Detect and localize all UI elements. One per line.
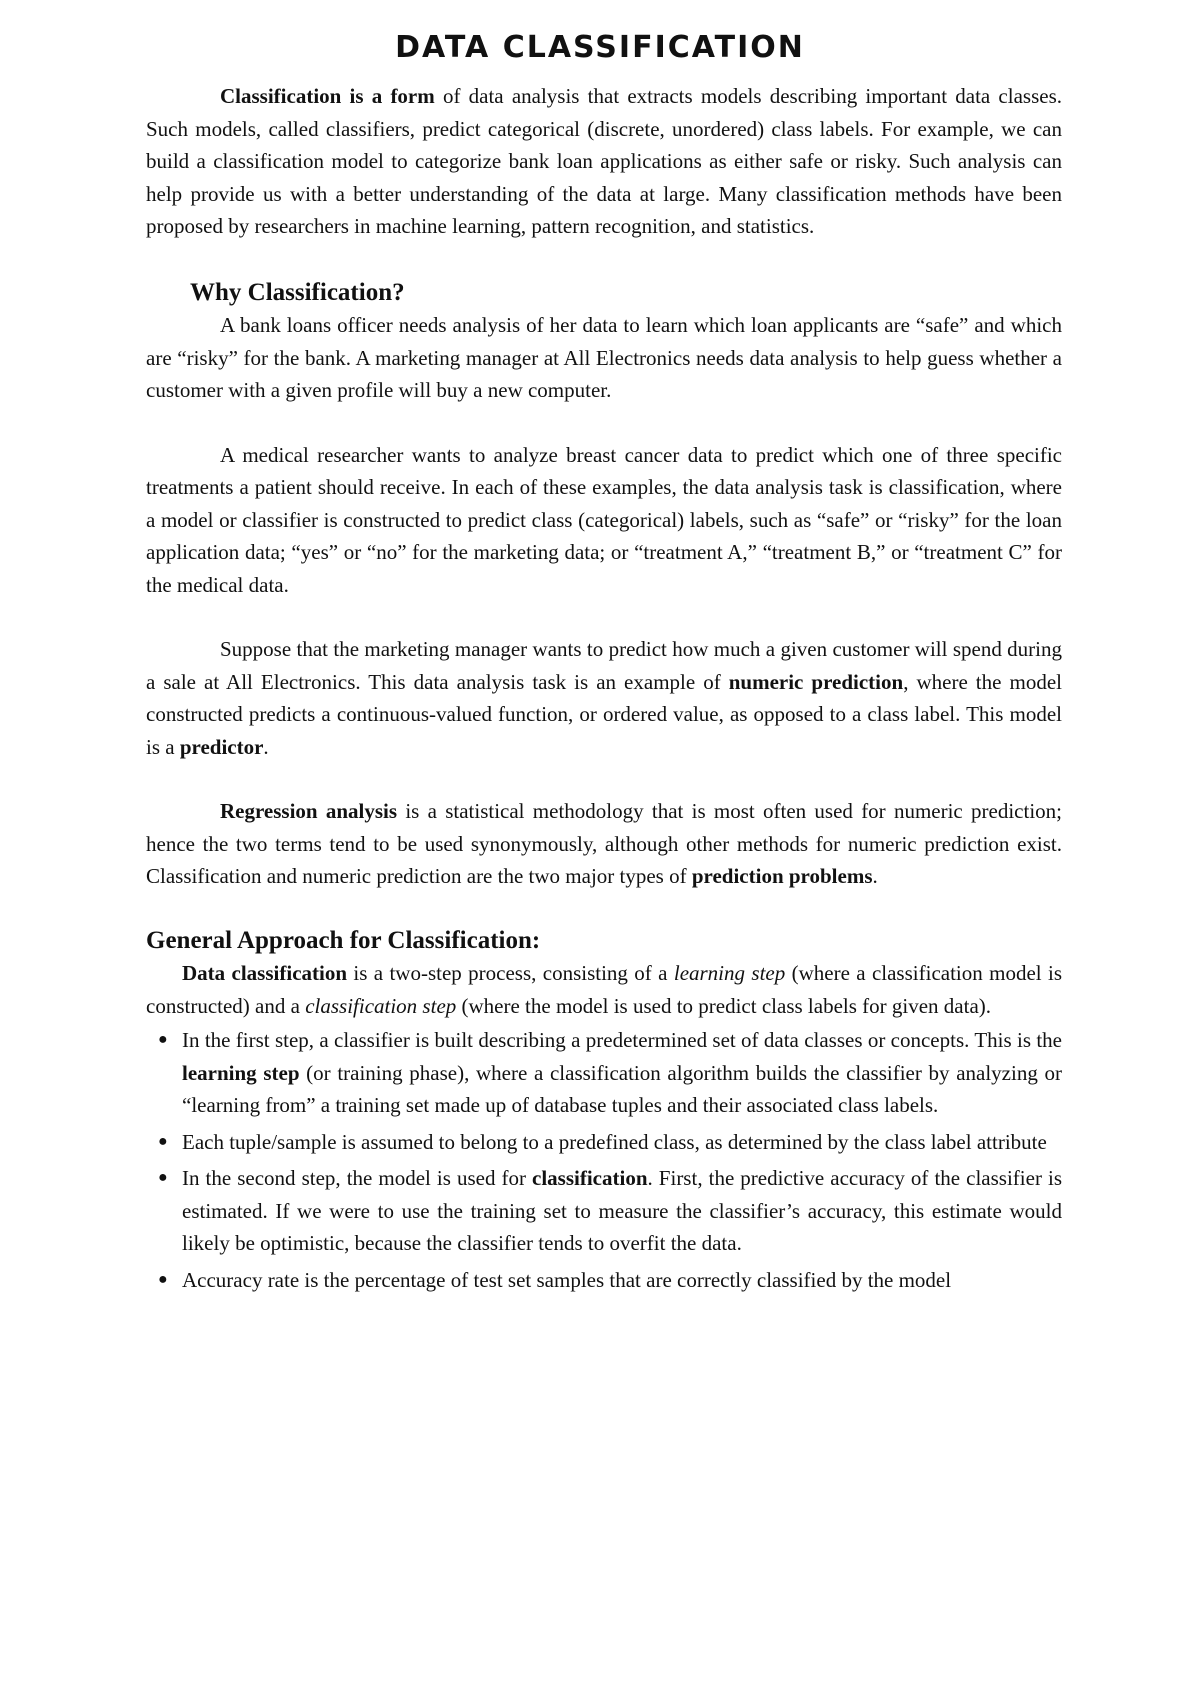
bullet-icon: ●	[158, 1132, 168, 1150]
text-run: .	[872, 864, 878, 888]
term-classification: classification	[532, 1166, 648, 1190]
term-learning-step: learning step	[673, 961, 786, 985]
term-regression-analysis: Regression analysis	[220, 799, 398, 823]
why-paragraph-1: A bank loans officer needs analysis of her data to learn which loan applicants are “safe” and which are “risky” for the bank. A marketing manager at All Electronics needs data analysis to help guess whether a customer with a given profile will buy a new computer.	[146, 313, 1062, 402]
intro-paragraph	[146, 80, 1062, 243]
text-run: Suppose that the marketing manager wants to predict how much a given customer will spend during a sale at All Electronics. This data analysis task is an example of	[146, 637, 1062, 694]
document-body	[146, 80, 1062, 1310]
text-run: , where the model constructed predicts a continuous-valued function, or ordered value, as opposed to a class label. This model is a	[146, 669, 1062, 759]
why-paragraph-4	[146, 795, 1062, 893]
text-run: (where the model is used to predict class labels for given data).	[456, 993, 992, 1018]
bullet-icon: ●	[158, 1270, 168, 1288]
general-approach-heading: General Approach for Classification:	[146, 926, 541, 954]
why-classification-heading: Why Classification?	[190, 278, 405, 306]
bullet-icon: ●	[158, 1031, 168, 1048]
list-item	[146, 1264, 1062, 1297]
text-run: (or training phase), where a classification algorithm builds the classifier by analyzing or “learning from” a training set made up of database tuples and their associated class labels.	[182, 1060, 1062, 1117]
term-learning-step-bold: learning step	[182, 1060, 300, 1085]
text-run: (where a classification model is constructed) and a	[146, 961, 1062, 1018]
bullet-icon: ●	[158, 1169, 168, 1186]
why-paragraph-2: A medical researcher wants to analyze breast cancer data to predict which one of three specific treatments a patient should receive. In each of these examples, the data analysis task is classification, where a model or classifier is constructed to predict class (categorical) labels, such as “safe” or “risky” for the loan application data; “yes” or “no” for the marketing data; or “treatment A,” “treatment B,” or “treatment C” for the medical data.	[146, 442, 1062, 597]
page-title: DATA CLASSIFICATION	[395, 30, 805, 65]
intro-lead: Classification is a form	[220, 84, 435, 108]
text-run: Accuracy rate is the percentage of test set samples that are correctly classified by the model	[182, 1267, 952, 1292]
list-item	[146, 1126, 1062, 1159]
list-item	[146, 1024, 1062, 1122]
term-data-classification: Data classification	[182, 961, 348, 985]
term-predictor: predictor	[179, 734, 264, 759]
intro-text: of data analysis that extracts models describing important data classes. Such models, called classifiers, predict categorical (discrete, unordered) class labels. For example, we can build a classification model to categorize bank loan applications as either safe or risky. Such analysis can help provide us with a better understanding of the data at large. Many classification methods have been proposed by researchers in machine learning, pattern recognition, and statistics.	[146, 84, 1062, 238]
list-item	[146, 1162, 1062, 1260]
text-run: . First, the predictive accuracy of the classifier is estimated. If we were to use the training set to measure the classifier’s accuracy, this estimate would likely be optimistic, because the classifier tends to overfit the data.	[182, 1166, 1062, 1255]
approach-bullet-list	[146, 1024, 1062, 1296]
text-run: In the second step, the model is used for	[182, 1166, 533, 1190]
text-run: Each tuple/sample is assumed to belong to a predefined class, as determined by the class label attribute	[182, 1129, 1047, 1154]
text-run: .	[263, 734, 269, 759]
why-paragraph-3	[146, 633, 1062, 763]
term-prediction-problems: prediction problems	[691, 864, 873, 888]
general-paragraph-1	[146, 957, 1062, 1022]
term-numeric-prediction: numeric prediction	[728, 669, 904, 694]
text-run: In the first step, a classifier is built describing a predetermined set of data classes or concepts. This is the	[182, 1028, 1062, 1052]
text-run: is a statistical methodology that is most often used for numeric prediction; hence the two terms tend to be used synonymously, although other methods for numeric prediction exist. Classification and numeric prediction are the two major types of	[146, 799, 1062, 888]
bottom-spacer	[146, 1300, 1062, 1310]
text-run: is a two-step process, consisting of a	[347, 961, 674, 985]
term-classification-step: classification step	[305, 993, 457, 1018]
